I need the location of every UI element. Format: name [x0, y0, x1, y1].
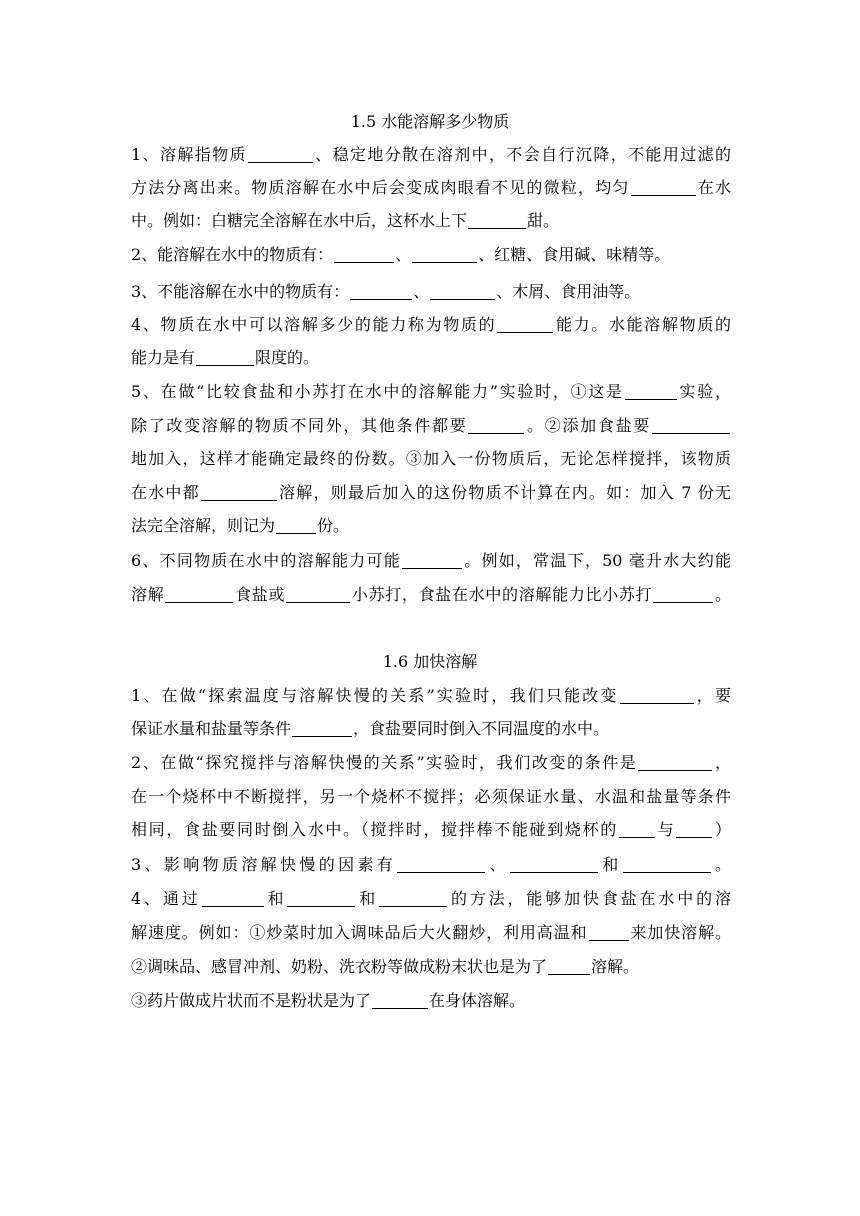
text: 。例如，常温下，50 毫升水大约能: [462, 551, 731, 570]
fill-blank[interactable]: [652, 417, 730, 434]
text: 实验，: [677, 382, 731, 401]
fill-blank[interactable]: [623, 856, 711, 873]
fill-blank[interactable]: [202, 890, 264, 907]
s1-line-3: [131, 211, 731, 231]
fill-blank[interactable]: [287, 890, 355, 907]
fill-blank[interactable]: [497, 316, 553, 333]
text: 溶解，则最后加入的这份物质不计算在内。如：加入 7 份无: [277, 483, 731, 502]
text: 法完全溶解，则记为: [131, 516, 276, 535]
fill-blank[interactable]: [402, 552, 462, 569]
fill-blank[interactable]: [430, 283, 495, 300]
s1-line-13: [131, 551, 731, 571]
s2-line-5: [131, 820, 731, 840]
s1-line-5: [131, 282, 731, 302]
fill-blank[interactable]: [379, 890, 447, 907]
fill-blank[interactable]: [468, 417, 524, 434]
text: ，食盐要同时倒入不同温度的水中。: [353, 719, 610, 738]
text: 4、通过: [131, 889, 201, 908]
text: 3、不能溶解在水中的物质有：: [131, 282, 350, 301]
text: 。: [711, 855, 731, 874]
fill-blank[interactable]: [638, 754, 712, 771]
fill-blank[interactable]: [412, 246, 477, 263]
s2-line-10: [131, 991, 731, 1011]
section-title-1-6: 1.6 加快溶解: [382, 652, 478, 671]
text: 6、不同物质在水中的溶解能力可能: [131, 551, 401, 570]
text: 5、在做“比较食盐和小苏打在水中的溶解能力”实验时，①这是: [131, 382, 624, 401]
text: 。: [714, 585, 731, 604]
s1-line-10: [131, 449, 731, 469]
fill-blank[interactable]: [276, 517, 316, 534]
s1-line-11: [131, 483, 731, 503]
text: 在一个烧杯中不断搅拌，另一个烧杯不搅拌；必须保证水量、水温和盐量等条件: [131, 787, 731, 806]
text: 1、溶解指物质: [131, 145, 247, 164]
text: ）: [713, 820, 731, 839]
fill-blank[interactable]: [248, 146, 313, 163]
text: 份。: [317, 516, 350, 535]
text: 1、在做“探索温度与溶解快慢的关系”实验时，我们只能改变: [131, 686, 619, 705]
fill-blank[interactable]: [510, 856, 598, 873]
text: 小苏打，食盐在水中的溶解能力比小苏打: [351, 585, 653, 604]
text: 溶解。: [591, 957, 640, 976]
text: 在水: [696, 178, 731, 197]
fill-blank[interactable]: [676, 821, 712, 838]
s2-line-4: [131, 787, 731, 807]
text: 、红糖、食用碱、味精等。: [478, 245, 671, 264]
s1-line-7: [131, 348, 731, 368]
text: 4、物质在水中可以溶解多少的能力称为物质的: [131, 315, 497, 334]
text: 2、在做“探究搅拌与溶解快慢的关系”实验时，我们改变的条件是: [131, 753, 638, 772]
text: 中。例如：白糖完全溶解在水中后，这杯水上下: [131, 211, 468, 230]
text: 、: [486, 855, 509, 874]
text: 、: [395, 245, 412, 264]
text: 、木屑、食用油等。: [496, 282, 641, 301]
s1-line-12: [131, 516, 731, 536]
fill-blank[interactable]: [548, 958, 590, 975]
fill-blank[interactable]: [196, 349, 254, 366]
s1-line-2: [131, 178, 731, 198]
text: ②调味品、感冒冲剂、奶粉、洗衣粉等做成粉末状也是为了: [131, 957, 548, 976]
fill-blank[interactable]: [631, 179, 696, 196]
text: 在水中都: [131, 483, 200, 502]
s1-line-4: [131, 245, 731, 265]
fill-blank[interactable]: [372, 992, 428, 1009]
fill-blank[interactable]: [397, 856, 485, 873]
text: 能力是有: [131, 348, 196, 367]
fill-blank[interactable]: [165, 586, 233, 603]
text: 的方法，能够加快食盐在水中的溶: [448, 889, 731, 908]
text: 、: [413, 282, 430, 301]
text: 限度的。: [255, 348, 320, 367]
text: 溶解: [131, 585, 165, 604]
fill-blank[interactable]: [619, 821, 655, 838]
fill-blank[interactable]: [625, 383, 677, 400]
text: 2、能溶解在水中的物质有：: [131, 245, 334, 264]
fill-blank[interactable]: [589, 924, 629, 941]
text: 保证水量和盐量等条件: [131, 719, 292, 738]
fill-blank[interactable]: [334, 246, 394, 263]
text: 在身体溶解。: [429, 991, 526, 1010]
s1-line-6: [131, 315, 731, 335]
s2-line-7: [131, 889, 731, 909]
s1-line-8: [131, 382, 731, 402]
text: 、稳定地分散在溶剂中，不会自行沉降，不能用过滤的: [313, 145, 731, 164]
fill-blank[interactable]: [653, 586, 713, 603]
fill-blank[interactable]: [286, 586, 350, 603]
s2-line-1: [131, 686, 731, 706]
s2-line-2: [131, 719, 731, 739]
s1-line-1: [131, 145, 731, 165]
s2-line-9: [131, 957, 731, 977]
text: 方法分离出来。物质溶解在水中后会变成肉眼看不见的微粒，均匀: [131, 178, 630, 197]
text: ，要: [694, 686, 731, 705]
text: 和: [264, 889, 287, 908]
s2-line-8: [131, 923, 731, 943]
s2-line-3: [131, 753, 731, 773]
text: 。②添加食盐要: [525, 416, 651, 435]
text: 甜。: [527, 211, 560, 230]
text: 与: [655, 820, 676, 839]
s1-line-9: [131, 416, 731, 436]
fill-blank[interactable]: [350, 283, 412, 300]
text: 和: [598, 855, 622, 874]
text: 和: [356, 889, 379, 908]
s1-line-14: [131, 585, 731, 605]
text: 解速度。例如：①炒菜时加入调味品后大火翻炒，利用高温和: [131, 923, 588, 942]
text: ③药片做成片状而不是粉状是为了: [131, 991, 372, 1010]
text: 地加入，这样才能确定最终的份数。③加入一份物质后，无论怎样搅拌，该物质: [131, 449, 731, 468]
fill-blank[interactable]: [620, 687, 694, 704]
text: 3、影响物质溶解快慢的因素有: [131, 855, 397, 874]
text: 能力。水能溶解物质的: [554, 315, 731, 334]
s2-line-6: [131, 855, 731, 875]
text: 除了改变溶解的物质不同外，其他条件都要: [131, 416, 468, 435]
text: 来加快溶解。: [629, 923, 731, 942]
text: 食盐或: [234, 585, 286, 604]
text: 相同，食盐要同时倒入水中。（搅拌时，搅拌棒不能碰到烧杯的: [131, 820, 618, 839]
text: ，: [713, 753, 731, 772]
section-title-1-5: 1.5 水能溶解多少物质: [350, 112, 510, 131]
fill-blank[interactable]: [468, 212, 526, 229]
fill-blank[interactable]: [292, 720, 352, 737]
fill-blank[interactable]: [201, 484, 277, 501]
